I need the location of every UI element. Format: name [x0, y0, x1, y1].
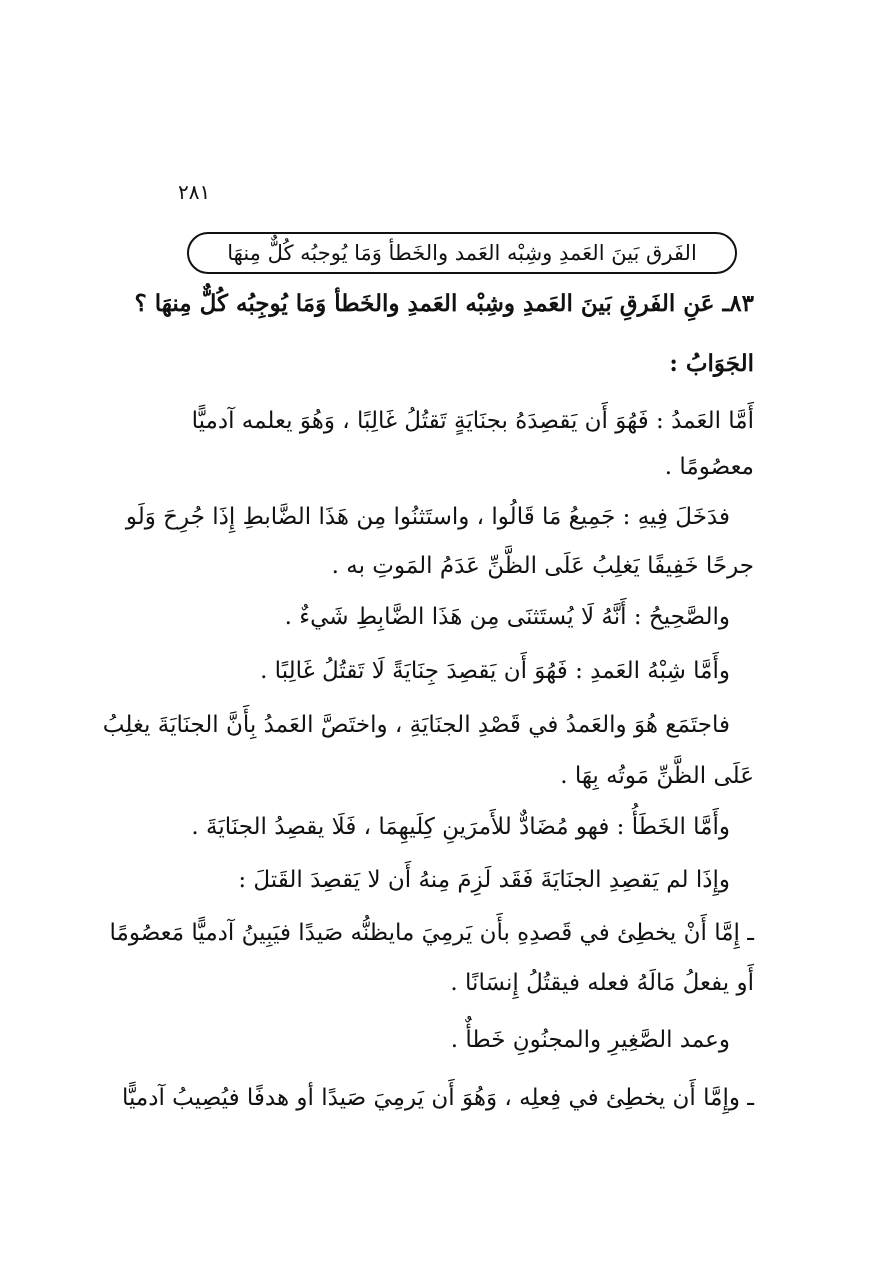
- paragraph-line: وأَمَّا الخَطَأُ : فهو مُضَادٌّ للأَمرَينِ كِلَيهِمَا ، فَلَا يقصِدُ الجنَايَةَ .: [191, 814, 730, 840]
- paragraph-line: عَلَى الظَّنِّ مَوتُه بِهَا .: [560, 763, 754, 789]
- answer-heading: الجَوَابُ :: [669, 350, 754, 377]
- paragraph-line: أَمَّا العَمدُ : فَهُوَ أَن يَقصِدَهُ بجنَايَةٍ تَقتُلُ غَالِبًا ، وَهُوَ يعلمه آدميًّا: [191, 408, 754, 434]
- paragraph-line: فاجتَمَع هُوَ والعَمدُ في قَصْدِ الجنَايَةِ ، واختَصَّ العَمدُ بِأَنَّ الجنَايَةَ يغلِبُ: [102, 712, 730, 738]
- paragraph-line: وعمد الصَّغِيرِ والمجنُونِ خَطأٌ .: [450, 1027, 730, 1053]
- paragraph-line: أَو يفعلُ مَالَهُ فعله فيقتُلُ إِنسَانًا .: [450, 970, 754, 996]
- paragraph-line: والصَّحِيحُ : أَنَّهُ لَا يُستَثنَى مِن هَذَا الضَّابِطِ شَيءٌ .: [284, 604, 730, 630]
- paragraph-line: فدَخَلَ فِيهِ : جَمِيعُ مَا قَالُوا ، واستَثنُوا مِن هَذَا الضَّابطِ إِذَا جُرِحَ وَلَو: [125, 504, 730, 530]
- paragraph-line: وأَمَّا شِبْهُ العَمدِ : فَهُوَ أَن يَقصِدَ جِنَايَةً لَا تَقتُلُ غَالِبًا .: [260, 658, 730, 684]
- question-line: ٨٣ـ عَنِ الفَرقِ بَينَ العَمدِ وشِبْه العَمدِ والخَطأ وَمَا يُوجِبُه كُلٌّ مِنهَا ؟: [134, 290, 754, 317]
- paragraph-line: جرحًا خَفِيفًا يَغلِبُ عَلَى الظَّنِّ عَدَمُ المَوتِ به .: [331, 553, 754, 579]
- paragraph-line: وإِذَا لم يَقصِدِ الجنَايَةَ فَقَد لَزِمَ مِنهُ أَن لا يَقصِدَ القَتلَ :: [238, 867, 730, 893]
- paragraph-line: ـ إِمَّا أَنْ يخطِئ في قَصدِهِ بأَن يَرمِيَ مايظنُّه صَيدًا فيَبِينُ آدميًّا مَعصُومًا: [109, 920, 754, 946]
- section-title: الفَرق بَينَ العَمدِ وشِبْه العَمد والخَطأ وَمَا يُوجبُه كُلٌّ مِنهَا: [227, 241, 697, 265]
- paragraph-line: ـ وإِمَّا أَن يخطِئ في فِعلِه ، وَهُوَ أَن يَرمِيَ صَيدًا أو هدفًا فيُصِيبُ آدميًّا: [121, 1085, 754, 1111]
- section-title-box: [187, 232, 737, 274]
- page-number: ٢٨١: [178, 180, 211, 204]
- paragraph-line: معصُومًا .: [664, 454, 754, 480]
